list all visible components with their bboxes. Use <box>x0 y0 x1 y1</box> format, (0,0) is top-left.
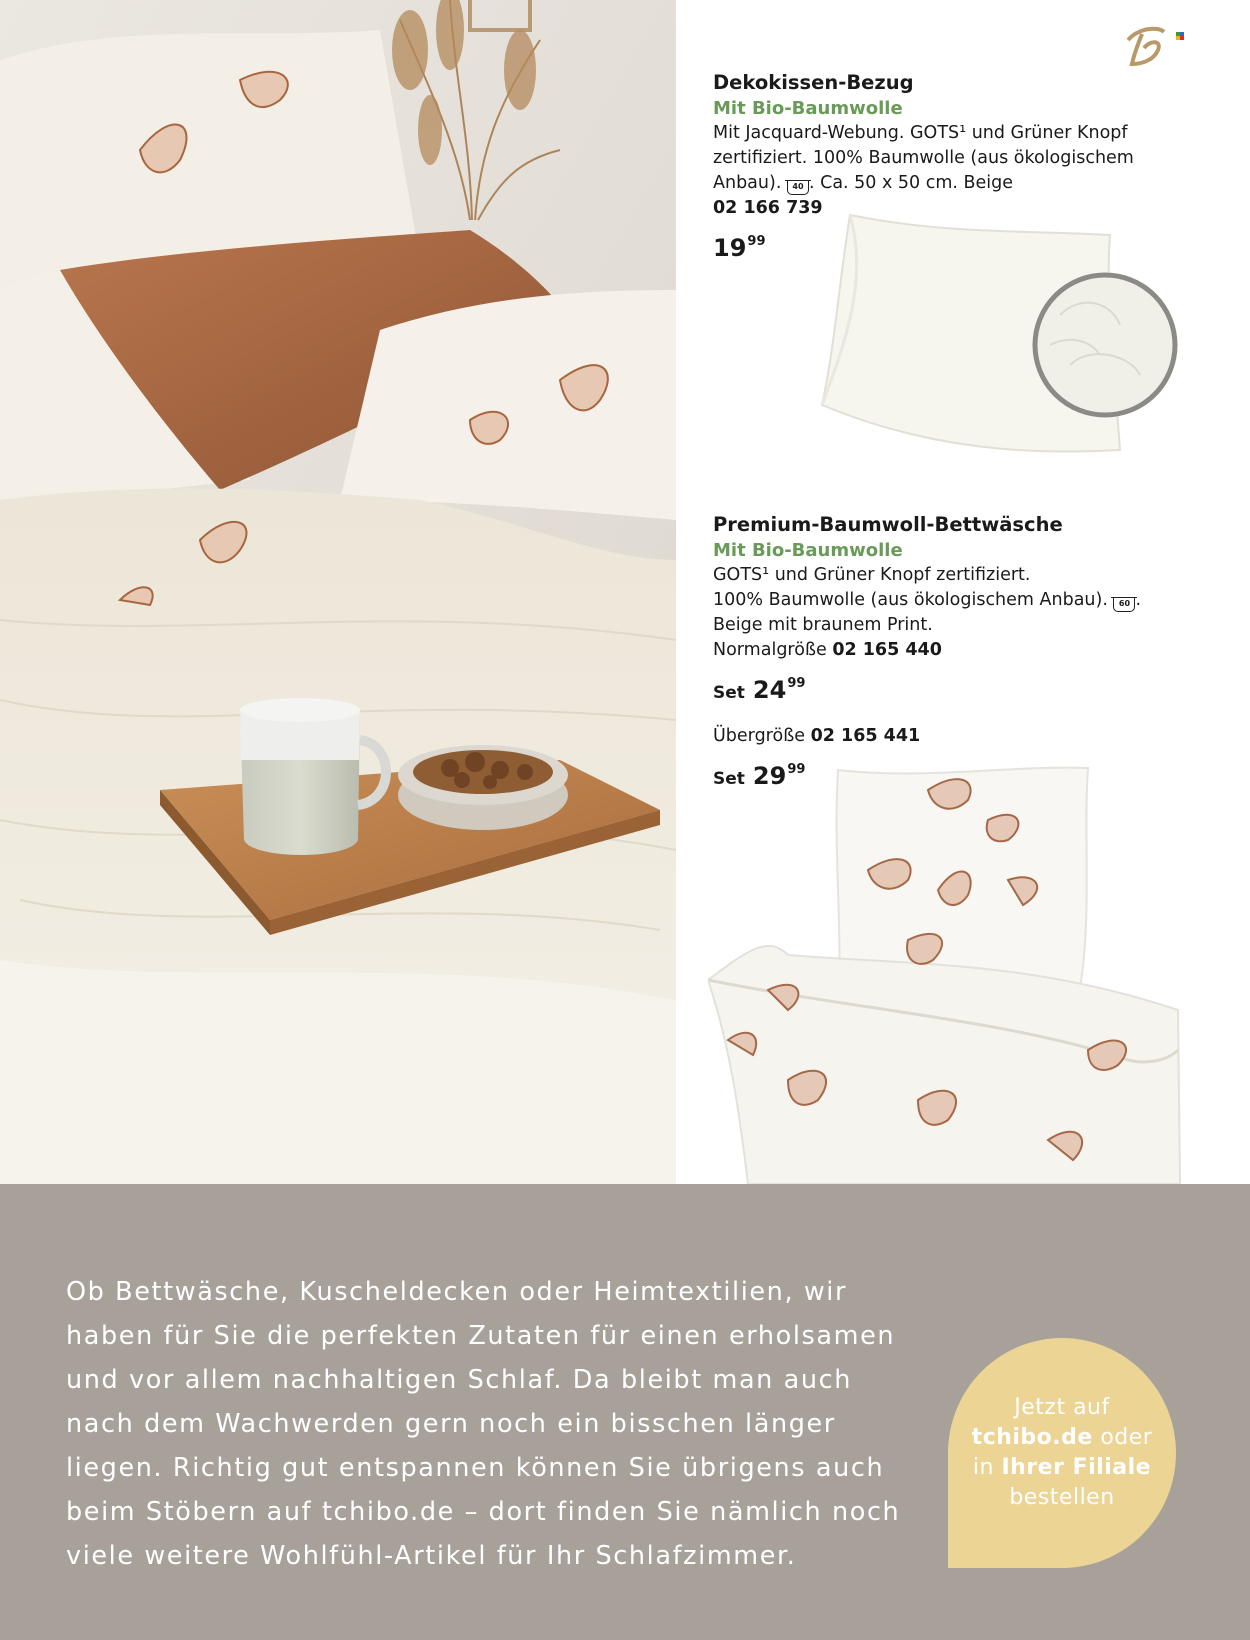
size-oversize <box>713 724 1213 749</box>
badge-link-tchibo[interactable]: tchibo.de <box>971 1425 1093 1450</box>
cushion-product-image <box>810 205 1190 475</box>
badge-text: oder <box>1092 1425 1153 1450</box>
description-text: Anbau). <box>713 173 782 193</box>
info-text-line: beim Stöbern auf tchibo.de – dort finden Sie nämlich noch <box>66 1497 901 1527</box>
product-name: Premium-Baumwoll-Bettwäsche <box>713 513 1063 536</box>
bedroom-illustration <box>0 0 676 1184</box>
price-normal <box>713 667 1213 710</box>
product-description-line <box>713 171 1213 196</box>
product-name: Dekokissen-Bezug <box>713 71 914 94</box>
badge-line: Jetzt auf <box>1014 1395 1110 1420</box>
badge-line: bestellen <box>1009 1485 1115 1510</box>
size-label: Übergröße <box>713 726 805 746</box>
description-text: 100% Baumwolle (aus ökologischem Anbau). <box>713 590 1108 610</box>
article-number: 02 165 440 <box>832 640 942 660</box>
info-text-line: Ob Bettwäsche, Kuscheldecken oder Heimtextilien, wir <box>66 1277 848 1307</box>
product-subtitle: Mit Bio-Baumwolle <box>713 98 903 119</box>
badge-line <box>973 1453 1151 1483</box>
product-subtitle: Mit Bio-Baumwolle <box>713 540 903 561</box>
description-text: . Ca. 50 x 50 cm. Beige <box>808 173 1014 193</box>
product-description-line: GOTS¹ und Grüner Knopf zertifiziert. <box>713 565 1031 585</box>
tchibo-logo-icon[interactable] <box>1120 20 1190 70</box>
wash-40-icon: 40 <box>787 180 809 195</box>
info-text-line: und vor allem nachhaltigen Schlaf. Da bleibt man auch <box>66 1365 853 1395</box>
order-now-badge[interactable] <box>948 1338 1176 1568</box>
product-description-line: zertifiziert. 100% Baumwolle (aus ökologischem <box>713 148 1134 168</box>
price-main: 24 <box>752 676 787 704</box>
wash-60-icon: 60 <box>1113 597 1135 612</box>
article-number: 02 165 441 <box>810 726 921 746</box>
price-cents: 99 <box>787 676 806 691</box>
price-cents: 99 <box>787 762 806 777</box>
product-bed-linen <box>713 512 1213 796</box>
badge-text: in <box>972 1455 1002 1480</box>
badge-line <box>972 1423 1153 1453</box>
product-description-line <box>713 588 1213 613</box>
description-text: . <box>1135 590 1142 610</box>
set-label: Set <box>713 683 745 703</box>
bed-linen-product-image <box>708 760 1198 1184</box>
price-main: 19 <box>713 234 747 262</box>
info-text-line: haben für Sie die perfekten Zutaten für einen erholsamen <box>66 1321 896 1351</box>
price-main: 29 <box>752 762 787 790</box>
set-label: Set <box>713 769 745 789</box>
info-text-line: viele weitere Wohlfühl-Artikel für Ihr Schlafzimmer. <box>66 1541 797 1571</box>
price-cents: 99 <box>747 234 766 249</box>
product-description-line: Mit Jacquard-Webung. GOTS¹ und Grüner Knopf <box>713 123 1128 143</box>
size-label: Normalgröße <box>713 640 827 660</box>
info-text <box>66 1270 946 1578</box>
bedroom-lifestyle-photo <box>0 0 676 1184</box>
badge-store-text: Ihrer Filiale <box>1001 1455 1152 1480</box>
size-normal <box>713 638 1213 663</box>
info-text-line: nach dem Wachwerden gern noch ein bisschen länger <box>66 1409 836 1439</box>
info-text-line: liegen. Richtig gut entspannen können Sie übrigens auch <box>66 1453 885 1483</box>
product-description-line: Beige mit braunem Print. <box>713 615 933 635</box>
article-number: 02 166 739 <box>713 198 823 218</box>
fabric-detail-zoom <box>1035 275 1175 415</box>
